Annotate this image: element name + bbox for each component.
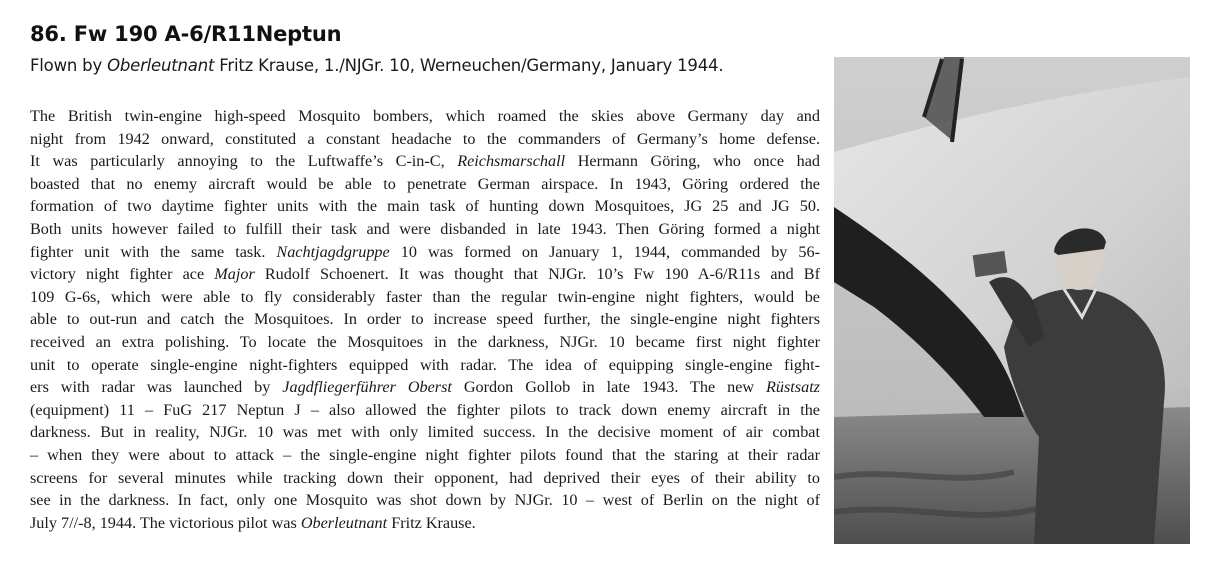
body-text-run: ers with radar was launched by bbox=[30, 378, 283, 397]
page-subtitle bbox=[30, 56, 723, 75]
body-text-run: 10 was formed on January 1, 1944, commanded by 56- bbox=[389, 242, 820, 261]
body-line bbox=[30, 421, 820, 444]
body-line bbox=[30, 512, 820, 535]
subtitle-rank: Oberleutnant bbox=[107, 56, 215, 75]
body-text-run: – when they were about to attack – the single-engine night fighter pilots found that the staring at their radar bbox=[30, 445, 820, 464]
body-text-run: (equipment) 11 – FuG 217 Neptun J – also allowed the fighter pilots to track down enemy aircraft in the bbox=[30, 400, 820, 419]
body-text-run: victory night fighter ace bbox=[30, 265, 215, 284]
photo-fuselage-hatch bbox=[973, 251, 1008, 277]
body-text-run: Fritz Krause. bbox=[387, 513, 476, 532]
body-text-run: unit to operate single-engine night-fighters equipped with radar. The idea of equipping single-engine fight- bbox=[30, 355, 820, 374]
body-text-run: The British twin-engine high-speed Mosquito bombers, which roamed the skies above Germany day and bbox=[30, 107, 820, 125]
body-text-run: boasted that no enemy aircraft would be able to penetrate German airspace. In 1943, Göring ordered the bbox=[30, 174, 820, 193]
body-text-run: received an extra polishing. To locate the Mosquitoes in the darkness, NJGr. 10 became first night fighter bbox=[30, 332, 820, 351]
body-line bbox=[30, 376, 820, 399]
body-line bbox=[30, 218, 820, 241]
body-italic-term: Oberleutnant bbox=[300, 513, 388, 532]
body-line bbox=[30, 444, 820, 467]
body-line bbox=[30, 173, 820, 196]
body-text-run: formation of two daytime fighter units with the main task of hunting down Mosquitoes, JG 25 and JG 50. bbox=[30, 197, 820, 216]
body-text-run: July 7//-8, 1944. The victorious pilot was bbox=[30, 513, 301, 532]
subtitle-prefix: Flown by bbox=[30, 56, 108, 75]
body-italic-term: Jagdfliegerführer Oberst bbox=[282, 378, 452, 397]
body-text-run: Hermann Göring, who once had bbox=[565, 152, 820, 171]
body-text-run: night from 1942 onward, constituted a constant headache to the commanders of Germany’s home defense. bbox=[30, 129, 820, 148]
body-line bbox=[30, 263, 820, 286]
body-line bbox=[30, 150, 820, 173]
article-body bbox=[30, 105, 820, 534]
page-title: 86. Fw 190 A-6/R11Neptun bbox=[30, 22, 342, 46]
body-line bbox=[30, 195, 820, 218]
body-italic-term: Major bbox=[214, 265, 255, 284]
body-line bbox=[30, 467, 820, 490]
body-line bbox=[30, 128, 820, 151]
body-line bbox=[30, 489, 820, 512]
body-line bbox=[30, 399, 820, 422]
body-line bbox=[30, 286, 820, 309]
body-italic-term: Nachtjagdgruppe bbox=[276, 242, 390, 261]
pilot-with-aircraft-photo-icon bbox=[834, 57, 1190, 544]
body-text-run: screens for several minutes while tracking down their opponent, had deprived their eyes of their ability to bbox=[30, 468, 820, 487]
body-italic-term: Reichsmarschall bbox=[457, 152, 566, 171]
body-text-run: see in the darkness. In fact, only one Mosquito was shot down by NJGr. 10 – west of Berlin on the night of bbox=[30, 491, 820, 510]
body-line bbox=[30, 331, 820, 354]
body-text-run: able to out-run and catch the Mosquitoes. In order to increase speed further, the single-engine night fighters bbox=[30, 310, 820, 329]
body-italic-term: Rüstsatz bbox=[766, 378, 820, 397]
body-text-run: 109 G-6s, which were able to fly considerably faster than the regular twin-engine night fighters, would be bbox=[30, 287, 820, 306]
body-line bbox=[30, 308, 820, 331]
body-text-run: Gordon Gollob in late 1943. The new bbox=[451, 378, 767, 397]
body-line bbox=[30, 241, 820, 264]
body-text-run: Both units however failed to fulfill their task and were disbanded in late 1943. Then Göring formed a night bbox=[30, 219, 820, 238]
subtitle-rest: Fritz Krause, 1./NJGr. 10, Werneuchen/Germany, January 1944. bbox=[214, 56, 724, 75]
body-text-run: Rudolf Schoenert. It was thought that NJGr. 10’s Fw 190 A-6/R11s and Bf bbox=[254, 265, 820, 284]
photo-figure bbox=[834, 57, 1190, 544]
body-text-run: darkness. But in reality, NJGr. 10 was met with only limited success. In the decisive moment of air combat bbox=[30, 423, 820, 442]
body-line bbox=[30, 354, 820, 377]
body-line bbox=[30, 105, 820, 128]
body-text-run: It was particularly annoying to the Luftwaffe’s C-in-C, bbox=[30, 152, 458, 171]
body-text-run: fighter unit with the same task. bbox=[30, 242, 277, 261]
